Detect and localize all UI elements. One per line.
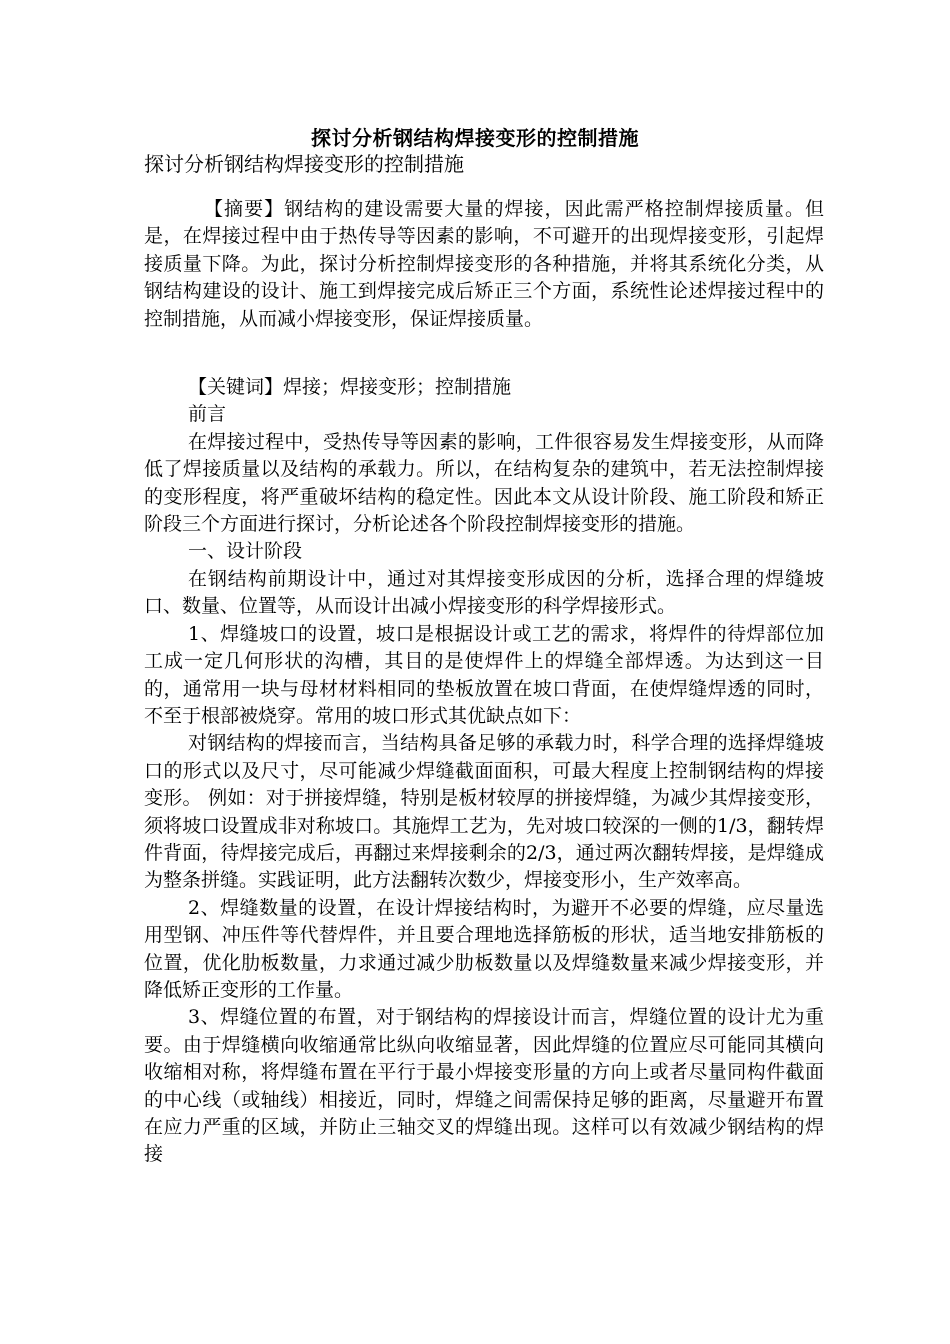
body-paragraph: 2、焊缝数量的设置，在设计焊接结构时，为避开不必要的焊缝，应尽量选用型钢、冲压件等代替焊件，并且要合理地选择筋板的形状，适当地安排筋板的位置，优化肋板数量，力求通过减少肋板数量以及焊缝数量来减少焊接变形，并降低矫正变形的工作量。 — [144, 896, 824, 1001]
body-paragraph: 在钢结构前期设计中，通过对其焊接变形成因的分析，选择合理的焊缝坡口、数量、位置等，从而设计出减小焊接变形的科学焊接形式。 — [144, 567, 824, 618]
keywords-paragraph: 【关键词】焊接；焊接变形；控制措施 — [188, 376, 512, 399]
body-paragraph: 3、焊缝位置的布置，对于钢结构的焊接设计而言，焊缝位置的设计尤为重要。由于焊缝横向收缩通常比纵向收缩显著，因此焊缝的位置应尽可能同其横向收缩相对称，将焊缝布置在平行于最小焊接变形量的方向上或者尽量同构件截面的中心线（或轴线）相接近，同时，焊缝之间需保持足够的距离，尽量避开布置在应力严重的区域，并防止三轴交叉的焊缝出现。这样可以有效减少钢结构的焊接 — [144, 1006, 824, 1166]
document-subtitle: 探讨分析钢结构焊接变形的控制措施 — [144, 152, 464, 176]
section-heading-design-stage: 一、设计阶段 — [188, 540, 303, 563]
document-body — [144, 196, 824, 1169]
abstract-paragraph: 【摘要】钢结构的建设需要大量的焊接，因此需严格控制焊接质量。但是，在焊接过程中由于热传导等因素的影响，不可避开的出现焊接变形，引起焊接质量下降。为此，探讨分析控制焊接变形的各种措施，并将其系统化分类，从钢结构建设的设计、施工到焊接完成后矫正三个方面，系统性论述焊接过程中的控制措施，从而减小焊接变形，保证焊接质量。 — [144, 198, 824, 330]
body-paragraph: 对钢结构的焊接而言，当结构具备足够的承载力时，科学合理的选择焊缝坡口的形式以及尺寸，尽可能减少焊缝截面面积，可最大程度上控制钢结构的焊接变形。 例如：对于拼接焊缝，特别是板材较厚的拼接焊缝，为减少其焊接变形，须将坡口设置成非对称坡口。其施焊工艺为，先对坡口较深的一侧的1/3，翻转焊件背面，待焊接完成后，再翻过来焊接剩余的2/3，通过两次翻转焊接，是焊缝成为整条拼缝。实践证明，此方法翻转次数少，焊接变形小，生产效率高。 — [144, 732, 824, 892]
body-paragraph: 1、焊缝坡口的设置，坡口是根据设计或工艺的需求，将焊件的待焊部位加工成一定几何形状的沟槽，其目的是使焊件上的焊缝全部焊透。为达到这一目的，通常用一块与母材材料相同的垫板放置在坡口背面，在使焊缝焊透的同时，不至于根部被烧穿。常用的坡口形式其优缺点如下： — [144, 622, 824, 727]
section-heading-preface: 前言 — [188, 403, 227, 426]
document-title: 探讨分析钢结构焊接变形的控制措施 — [311, 126, 639, 150]
body-paragraph: 在焊接过程中，受热传导等因素的影响，工件很容易发生焊接变形，从而降低了焊接质量以及结构的承载力。所以，在结构复杂的建筑中，若无法控制焊接的变形程度，将严重破坏结构的稳定性。因此本文从设计阶段、施工阶段和矫正阶段三个方面进行探讨，分析论述各个阶段控制焊接变形的措施。 — [144, 430, 824, 536]
